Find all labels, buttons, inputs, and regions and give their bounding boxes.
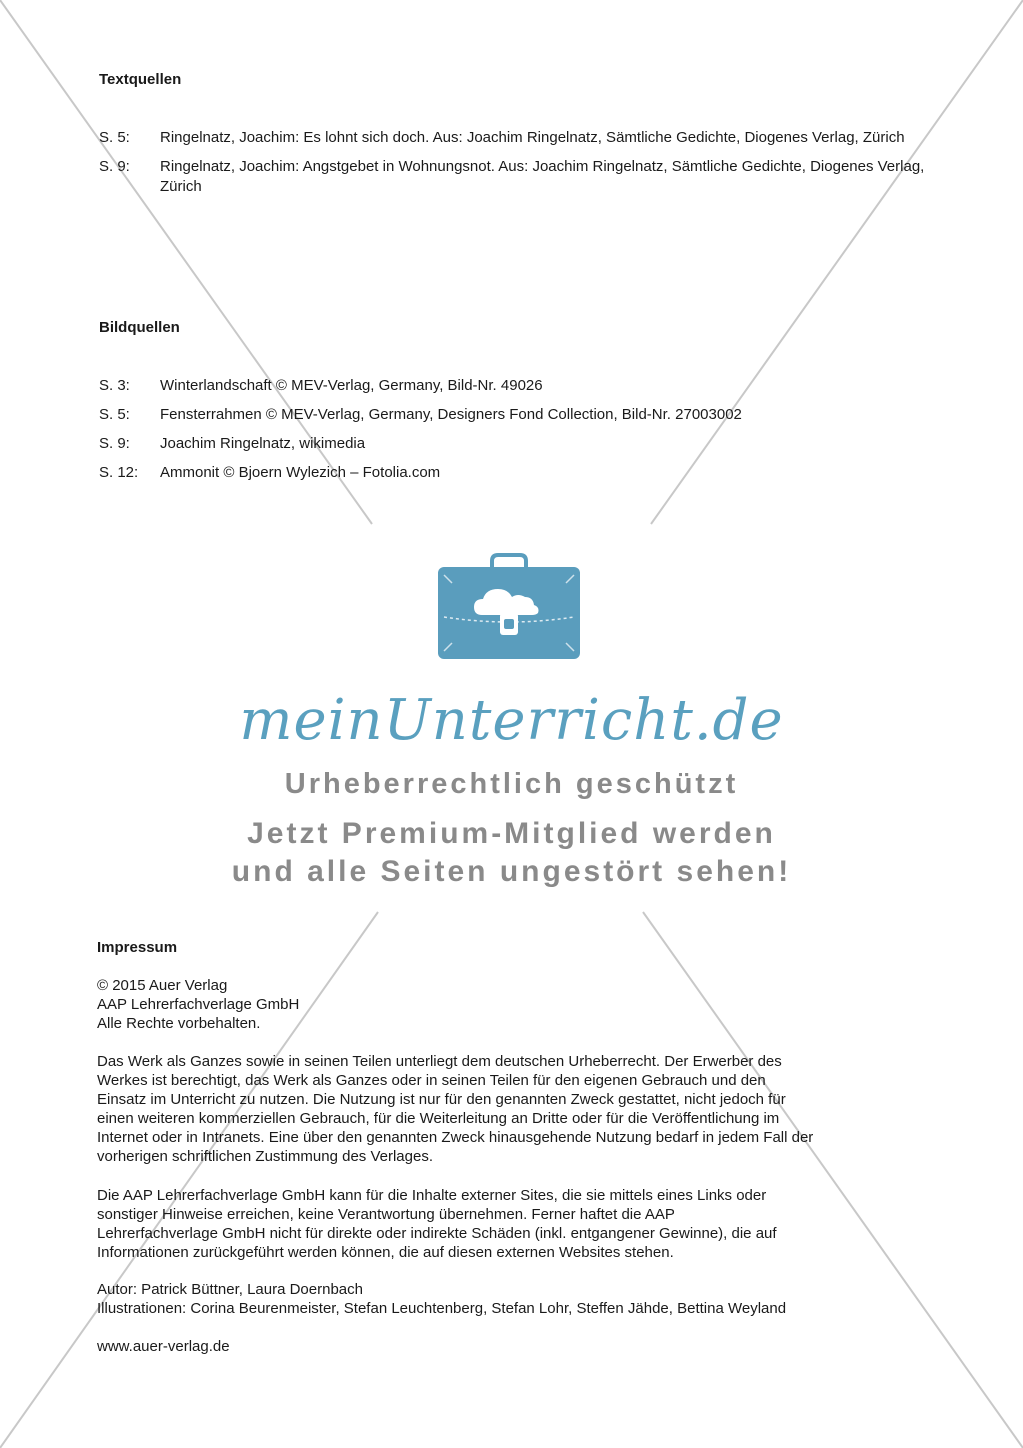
bildquellen-item [99,405,939,425]
page-ref: S. 9: [99,158,130,175]
impressum-heading: Impressum [97,939,178,956]
watermark-premium-line2: und alle Seiten ungestört sehen! [231,855,792,888]
source-text: Ammonit © Bjoern Wylezich – Fotolia.com [160,464,441,481]
impressum-liability-paragraph: Die AAP Lehrerfachverlage GmbH kann für die Inhalte externer Sites, die sie mittels eines Links oder sonstiger Hinweise erreichen, keine Verantwortung übernehmen. Ferner haftet die AAP Lehrerfachverlage GmbH nicht für direkte oder indirekte Schäden (inkl. entgangener Gewinne), die auf Informationen zurückgeführt werden können, die auf diesen externen Websites stehen. [97,1187,777,1261]
watermark-premium-line1: Jetzt Premium-Mitglied werden [247,817,776,850]
page-ref: S. 9: [99,435,130,452]
textquellen-item [99,128,939,148]
author-line: Autor: Patrick Büttner, Laura Doernbach [97,1281,363,1298]
source-text: Joachim Ringelnatz, wikimedia [160,435,366,452]
website-link[interactable]: www.auer-verlag.de [97,1338,230,1355]
copyright-line: © 2015 Auer Verlag [97,977,228,994]
bildquellen-item [99,434,939,454]
impressum-legal-paragraph: Das Werk als Ganzes sowie in seinen Teilen unterliegt dem deutschen Urheberrecht. Der Erwerber des Werkes ist berechtigt, das Werk als Ganzes oder in seinen Teilen für den eigenen Gebrauch und den Einsatz im Unterricht zu nutzen. Die Nutzung ist nur für den genannten Zweck gestattet, nicht jedoch für einen weiteren kommerziellen Gebrauch, für die Weiterleitung an Dritte oder für die Veröffentlichung im Internet oder in Intranets. Eine über den genannten Zweck hinausgehende Nutzung bedarf in jedem Fall der vorherigen schriftlichen Zustimmung des Verlages. [97,1053,814,1165]
bildquellen-item [99,376,939,396]
rights-line: Alle Rechte vorbehalten. [97,1015,261,1032]
bildquellen-heading: Bildquellen [99,319,180,336]
page-ref: S. 12: [99,464,139,481]
impressum-credits [97,1280,857,1318]
watermark-premium-notice [0,815,1023,891]
source-text: Winterlandschaft © MEV-Verlag, Germany, Bild-Nr. 49026 [160,377,543,394]
briefcase-cloud-icon [438,553,580,659]
page-ref: S. 5: [99,129,130,146]
bildquellen-item [99,463,939,483]
source-text: Ringelnatz, Joachim: Es lohnt sich doch. Aus: Joachim Ringelnatz, Sämtliche Gedichte, Diogenes Verlag, Zürich [160,129,905,146]
source-text: Ringelnatz, Joachim: Angstgebet in Wohnungsnot. Aus: Joachim Ringelnatz, Sämtliche Gedichte, Diogenes Verlag, Zürich [160,158,925,195]
impressum-publisher-block [97,976,817,1033]
publisher-line: AAP Lehrerfachverlage GmbH [97,996,300,1013]
page-ref: S. 3: [99,377,130,394]
watermark-copyright-notice: Urheberrechtlich geschützt [284,768,739,800]
watermark-brand: meinUnterricht.de [239,688,784,753]
page-ref: S. 5: [99,406,130,423]
illustrations-line: Illustrationen: Corina Beurenmeister, Stefan Leuchtenberg, Stefan Lohr, Steffen Jähde, Bettina Weyland [97,1300,787,1317]
textquellen-item [99,157,939,197]
source-text: Fensterrahmen © MEV-Verlag, Germany, Designers Fond Collection, Bild-Nr. 27003002 [160,406,742,423]
textquellen-heading: Textquellen [99,71,182,88]
